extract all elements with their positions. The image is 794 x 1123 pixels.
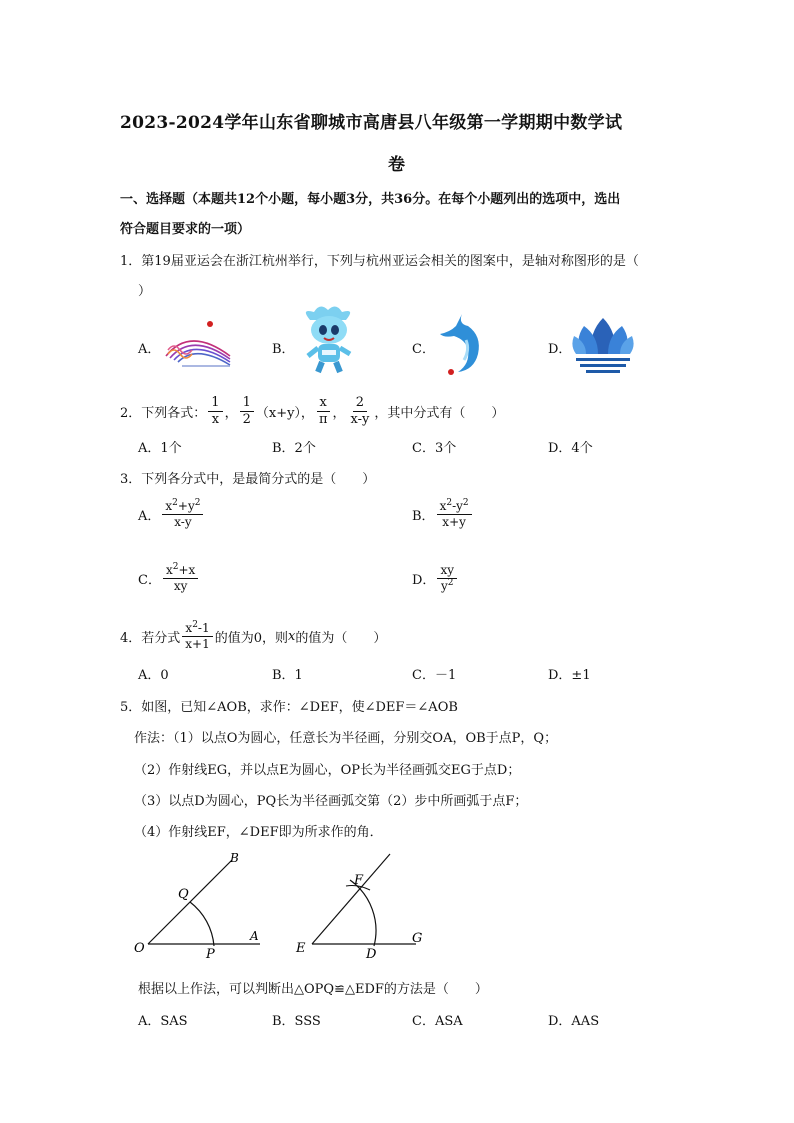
q5-option-b: B．SSS [272, 1014, 321, 1029]
q1-option-c-label: C． [412, 342, 435, 357]
q2-f3-den: π [318, 411, 328, 427]
question-1-stem: 1．第19届亚运会在浙江杭州举行，下列与杭州亚运会相关的图案中，是轴对称图形的是（ [120, 254, 639, 269]
dolphin-icon [436, 310, 486, 378]
q2-f1-num: 1 [208, 396, 222, 412]
q2-f2-num: 1 [240, 396, 254, 412]
q1-option-a-label: A． [138, 342, 161, 357]
q5-option-a: A．SAS [138, 1014, 188, 1029]
q4-fraction [182, 622, 212, 650]
q3-c-plus-x: +x [178, 563, 196, 577]
q4-var: x [288, 628, 296, 644]
q3-d-label: D． [412, 572, 436, 588]
label-e: E [296, 941, 306, 956]
q3-b-label: B． [412, 508, 435, 524]
q3-a-exp2: 2 [194, 498, 201, 508]
q2-sep2: ， [332, 405, 346, 421]
question-4-stem [120, 622, 386, 650]
q3-a-label: A． [138, 508, 161, 524]
q3-b-x: x [439, 499, 447, 513]
q4-x: x [185, 621, 193, 635]
asian-games-emblem-icon [160, 316, 236, 368]
q1-option-b-label: B． [272, 342, 295, 357]
q4-suffix-a: 的值为0，则 [214, 630, 289, 646]
q5-method-step1: 作法：（1）以点O为圆心，任意长为半径画，分别交OA，OB于点P，Q； [134, 731, 558, 746]
lotus-icon [572, 316, 634, 376]
q3-b-exp1: 2 [446, 498, 453, 508]
q2-option-a: A．1个 [138, 441, 182, 456]
q3-b-fraction [437, 500, 472, 528]
section-heading-cont: 符合题目要求的一项） [120, 222, 251, 237]
q2-fraction-4 [348, 396, 373, 426]
q5-method-step3: （3）以点D为圆心，PQ长为半径画弧交第（2）步中所画弧于点F； [134, 794, 528, 809]
section-heading: 一、选择题（本题共12个小题，每小题3分，共36分。在每个小题列出的选项中，选出 [120, 192, 621, 207]
q3-option-b [412, 500, 474, 528]
q2-f3-num: x [317, 396, 330, 412]
q4-option-b: B．1 [272, 668, 303, 683]
q5-method-step2: （2）作射线EG，并以点E为圆心，OP长为半径画弧交EG于点D； [134, 763, 521, 778]
question-3-stem: 3．下列各分式中，是最简分式的是（ ） [120, 472, 376, 487]
q3-b-den: x+y [442, 514, 466, 529]
q2-option-d: D．4个 [548, 441, 593, 456]
q4-option-a: A．0 [138, 668, 169, 683]
label-d: D [366, 947, 377, 962]
q4-den: x+1 [185, 636, 210, 651]
q5-method-step4: （4）作射线EF，∠DEF即为所求作的角． [134, 825, 383, 840]
q2-f4-num: 2 [353, 396, 367, 412]
q3-d-y: y [440, 578, 448, 593]
q2-option-b: B．2个 [272, 441, 316, 456]
q4-minus-1: -1 [197, 621, 210, 635]
q2-sep1: ， [224, 405, 238, 421]
question-5-stem: 5．如图，已知∠AOB，求作：∠DEF，使∠DEF＝∠AOB [120, 700, 458, 715]
q3-option-a [138, 500, 205, 528]
q3-c-exp: 2 [172, 562, 179, 572]
q3-a-fraction [162, 500, 203, 528]
question-2-stem [120, 396, 504, 426]
q3-c-x: x [165, 563, 173, 577]
question-1-stem-cont: ） [138, 284, 152, 299]
q3-c-den: xy [173, 578, 188, 593]
label-a: A [250, 929, 259, 943]
q5-conclusion: 根据以上作法，可以判断出△OPQ≌△EDF的方法是（ ） [138, 982, 488, 997]
q3-option-c [138, 564, 200, 592]
q1-option-d-label: D． [548, 342, 572, 357]
figure-angle-aob [130, 850, 280, 962]
label-f: F [354, 873, 364, 888]
q3-a-y: +y [177, 499, 195, 513]
q4-option-c: C．－1 [412, 668, 457, 683]
q2-option-c: C．3个 [412, 441, 457, 456]
q3-d-fraction [437, 564, 457, 592]
label-o: O [134, 941, 145, 956]
q2-fraction-3 [316, 396, 331, 426]
q3-option-d [412, 564, 459, 592]
q3-c-fraction [163, 564, 198, 592]
q3-a-x: x [165, 499, 173, 513]
q2-fraction-1 [208, 396, 222, 426]
mascot-icon [296, 306, 362, 376]
q3-d-num: xy [437, 564, 457, 579]
q3-d-exp: 2 [447, 577, 454, 588]
q3-a-exp1: 2 [172, 498, 178, 508]
q2-suffix: ，其中分式有（ ） [374, 405, 505, 421]
q4-exp: 2 [192, 620, 198, 630]
q2-f2-den: 2 [242, 411, 251, 427]
q3-a-den: x-y [174, 514, 192, 529]
q2-f2-tail: （x+y）， [255, 405, 314, 421]
q5-option-d: D．AAS [548, 1014, 600, 1029]
q3-c-label: C． [138, 572, 161, 588]
q2-prefix: 2．下列各式： [120, 405, 207, 421]
label-b: B [230, 851, 239, 865]
label-g: G [412, 931, 423, 946]
label-p: P [206, 947, 215, 962]
page-title-line2: 卷 [388, 155, 406, 175]
q2-f4-den: x-y [350, 411, 370, 427]
q3-b-y: -y [452, 499, 463, 513]
q4-suffix-b: 的值为（ ） [295, 630, 387, 646]
q5-option-c: C．ASA [412, 1014, 463, 1029]
q2-f1-den: x [211, 411, 220, 427]
q4-prefix: 4．若分式 [120, 630, 181, 646]
page-title-line1: 2023-2024学年山东省聊城市高唐县八年级第一学期期中数学试 [120, 113, 623, 133]
label-q: Q [178, 887, 189, 902]
q3-b-exp2: 2 [462, 498, 469, 508]
q4-option-d: D．±1 [548, 668, 591, 683]
figure-angle-def [292, 850, 442, 962]
q2-fraction-2 [240, 396, 254, 426]
